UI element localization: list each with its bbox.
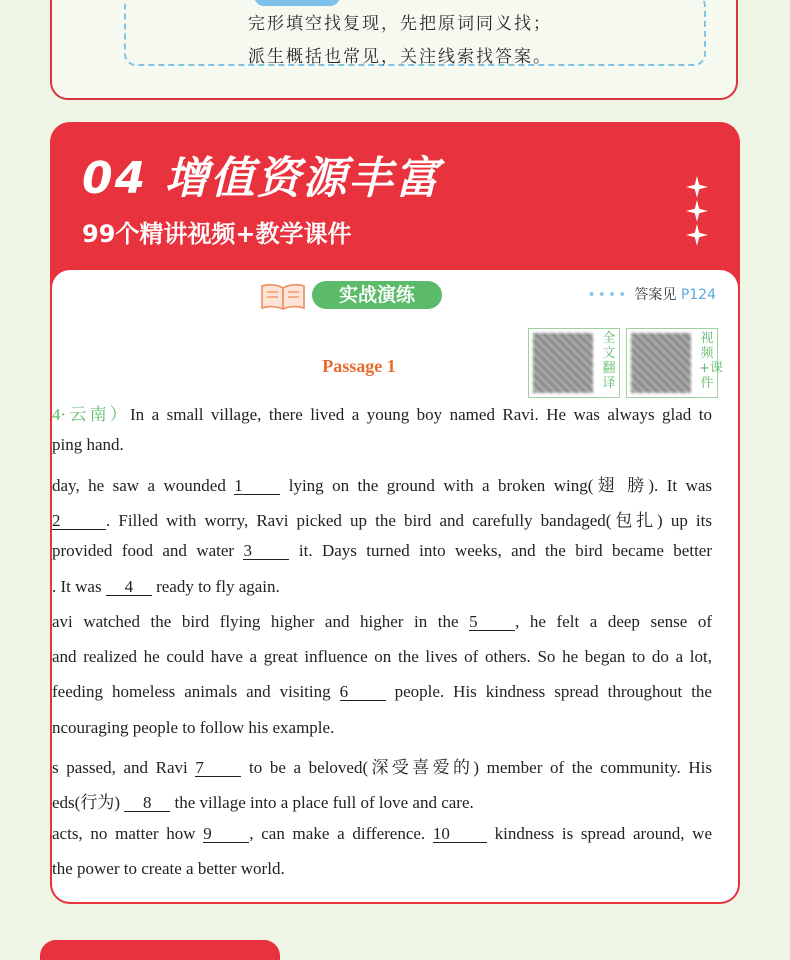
passage-line <box>52 471 712 496</box>
source-tag: 4·云南） <box>52 405 130 424</box>
passage-text: it. Days turned into weeks, and the bird became better <box>289 541 713 561</box>
passage-line <box>52 541 712 561</box>
passage-line <box>52 435 124 455</box>
passage-text: s passed, and Ravi <box>52 758 196 777</box>
answer-blank[interactable]: 8 <box>124 795 170 812</box>
passage-text: . Filled with worry, Ravi picked up the bird and carefully bandaged(包扎) up its <box>106 510 712 530</box>
passage-text: feeding homeless animals and visiting <box>52 682 340 702</box>
sparkle-icon <box>686 176 708 198</box>
qr-code-image <box>631 333 691 393</box>
sparkle-icon <box>686 224 708 246</box>
answer-blank[interactable]: 2 <box>52 513 106 530</box>
passage-line <box>52 788 474 813</box>
passage-text: lying on the ground with a broken wing(翅 膀). It was <box>280 475 713 495</box>
passage-text: , he felt a deep sense of <box>515 611 712 631</box>
next-section-tab <box>40 940 280 960</box>
answer-blank[interactable]: 5 <box>469 614 515 631</box>
tip-line-1: 完形填空找复现，先把原词同义找； <box>248 14 552 34</box>
passage-text: the village into a place full of love and care. <box>170 793 474 813</box>
answer-blank[interactable]: 6 <box>340 684 386 701</box>
qr-code-image <box>533 333 593 393</box>
answer-blank[interactable]: 7 <box>195 760 241 777</box>
passage-line <box>52 718 334 738</box>
passage-text: day, he saw a wounded <box>52 475 235 495</box>
passage-text: and realized he could have a great influence on the lives of others. So he began to do a lot, <box>52 647 712 667</box>
tip-line-2: 派生概括也常见，关注线索找答案。 <box>248 47 552 67</box>
qr-label: 全文翻译 <box>602 331 616 391</box>
resource-section <box>50 122 740 904</box>
passage-text: people. His kindness spread throughout the <box>385 682 712 702</box>
tip-card <box>50 0 738 100</box>
passage-line <box>52 400 712 425</box>
passage-text: avi watched the bird flying higher and higher in the <box>52 611 470 631</box>
section-title: 04 增值资源丰富 <box>82 153 441 204</box>
answer-reference <box>587 284 716 304</box>
qr-translation[interactable] <box>528 328 620 398</box>
open-book-icon <box>260 282 306 310</box>
passage-line <box>52 824 712 844</box>
section-subtitle: 99个精讲视频+教学课件 <box>82 220 352 248</box>
passage-line <box>52 506 712 531</box>
answer-blank[interactable]: 3 <box>243 543 289 560</box>
passage-line <box>52 647 712 667</box>
passage-text: kindness is spread around, we <box>486 823 712 843</box>
passage-text: , can make a difference. <box>249 823 433 843</box>
passage-title: Passage 1 <box>322 356 396 376</box>
answer-blank[interactable]: 1 <box>234 478 280 495</box>
answer-blank[interactable]: 9 <box>203 826 249 843</box>
answer-ref-text: 答案见 <box>634 287 677 303</box>
passage-line <box>52 612 712 632</box>
tip-box <box>124 0 706 66</box>
tip-tag <box>254 0 340 6</box>
sparkle-group <box>686 176 714 248</box>
dots-decoration: •••• <box>587 287 629 303</box>
passage-text: eds(行为) <box>52 793 125 813</box>
qr-label: 视频+课件 <box>699 331 723 391</box>
passage-text: ncouraging people to follow his example. <box>52 717 335 737</box>
practice-panel <box>52 270 738 902</box>
passage-line <box>52 577 280 597</box>
passage-text: to be a beloved(深受喜爱的) member of the community. His <box>241 758 712 777</box>
passage-text: . It was <box>52 576 106 596</box>
answer-blank[interactable]: 10 <box>433 826 487 843</box>
passage-text: acts, no matter how <box>52 823 204 843</box>
passage-text: provided food and water <box>52 541 244 561</box>
answer-blank[interactable]: 4 <box>106 579 152 596</box>
qr-video[interactable] <box>626 328 723 398</box>
practice-label: 实战演练 <box>312 281 442 309</box>
sparkle-icon <box>686 200 708 222</box>
passage-line <box>52 753 712 778</box>
passage-line <box>52 859 285 879</box>
passage-text: ping hand. <box>52 435 124 455</box>
passage-text: ready to fly again. <box>151 576 280 596</box>
passage-text: the power to create a better world. <box>52 858 285 878</box>
passage-line <box>52 682 712 702</box>
answer-page: P124 <box>680 287 716 303</box>
passage-text: In a small village, there lived a young boy named Ravi. He was always glad to <box>129 405 712 424</box>
